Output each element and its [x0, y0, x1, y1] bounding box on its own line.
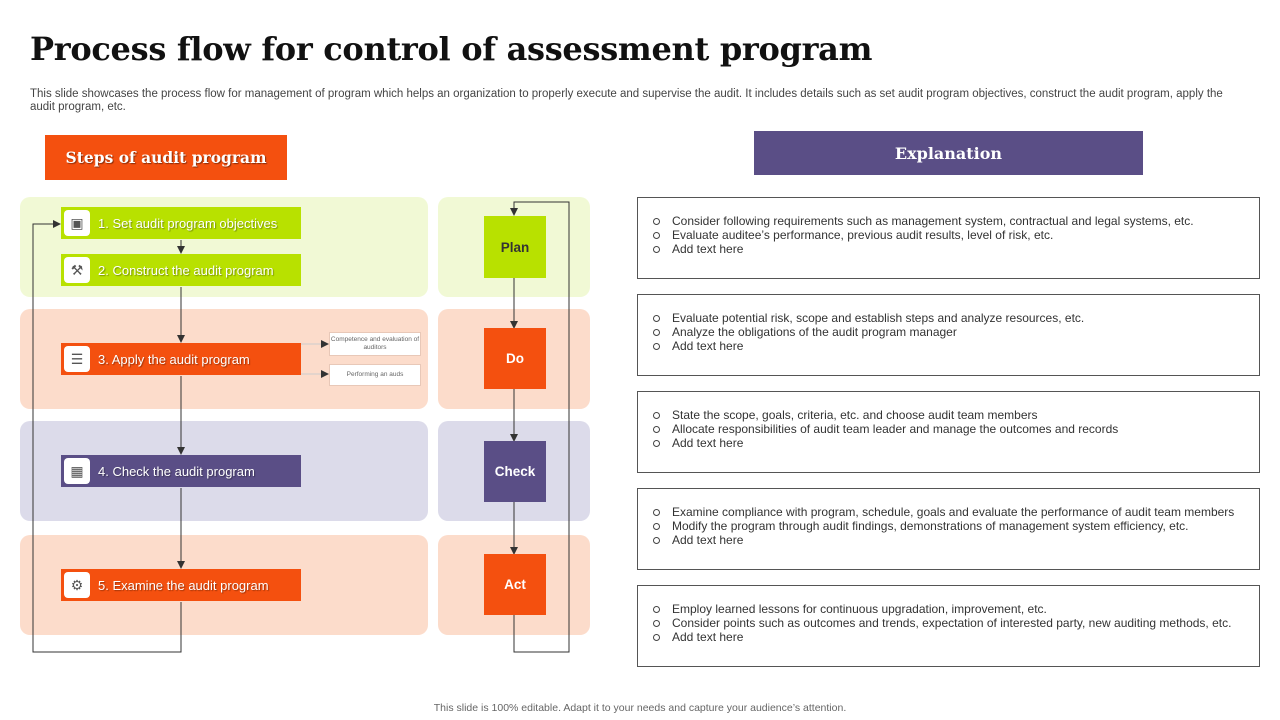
explanation-item: Add text here	[638, 436, 1259, 450]
clipboard-icon: ▦	[64, 458, 90, 484]
gears-icon: ⚙	[64, 572, 90, 598]
step-apply-program[interactable]	[61, 343, 301, 375]
footer-note: This slide is 100% editable. Adapt it to your needs and capture your audience’s attention.	[433, 702, 847, 714]
checklist-icon: ☰	[64, 346, 90, 372]
step-examine-program[interactable]	[61, 569, 301, 601]
explanation-item: Consider points such as outcomes and trends, expectation of interested party, new auditing methods, etc.	[638, 616, 1259, 630]
explanation-item: Modify the program through audit findings, demonstrations of management system efficiency, etc.	[638, 519, 1259, 533]
phase-act: Act	[484, 554, 546, 615]
step-label: 2. Construct the audit program	[98, 262, 274, 278]
steps-header: Steps of audit program	[45, 135, 287, 180]
explanation-item: Allocate responsibilities of audit team leader and manage the outcomes and records	[638, 422, 1259, 436]
explanation-item: Evaluate auditee’s performance, previous audit results, level of risk, etc.	[638, 228, 1259, 242]
step-check-program[interactable]	[61, 455, 301, 487]
explanation-item: State the scope, goals, criteria, etc. and choose audit team members	[638, 408, 1259, 422]
page-title: Process flow for control of assessment program	[30, 30, 873, 68]
explanation-item: Add text here	[638, 630, 1259, 644]
step-label: 1. Set audit program objectives	[98, 215, 278, 231]
note-performing: Performing an auds	[329, 364, 421, 386]
explanation-item: Employ learned lessons for continuous upgradation, improvement, etc.	[638, 602, 1259, 616]
explanation-item: Add text here	[638, 533, 1259, 547]
explanation-box-4	[637, 488, 1260, 570]
phase-do: Do	[484, 328, 546, 389]
explanation-header: Explanation	[754, 131, 1143, 175]
explanation-box-3	[637, 391, 1260, 473]
step-label: 4. Check the audit program	[98, 463, 255, 479]
explanation-item: Add text here	[638, 339, 1259, 353]
step-set-objectives[interactable]	[61, 207, 301, 239]
explanation-item: Add text here	[638, 242, 1259, 256]
step-label: 5. Examine the audit program	[98, 577, 269, 593]
explanation-box-5	[637, 585, 1260, 667]
explanation-item: Consider following requirements such as management system, contractual and legal systems, etc.	[638, 214, 1259, 228]
step-label: 3. Apply the audit program	[98, 351, 250, 367]
note-competence: Competence and evaluation of auditors	[329, 332, 421, 356]
explanation-box-1	[637, 197, 1260, 279]
explanation-box-2	[637, 294, 1260, 376]
phase-check: Check	[484, 441, 546, 502]
toolbox-icon: ⚒	[64, 257, 90, 283]
phase-plan: Plan	[484, 216, 546, 278]
step-construct-program[interactable]	[61, 254, 301, 286]
explanation-item: Evaluate potential risk, scope and establish steps and analyze resources, etc.	[638, 311, 1259, 325]
explanation-item: Examine compliance with program, schedule, goals and evaluate the performance of audit team members	[638, 505, 1259, 519]
explanation-item: Analyze the obligations of the audit program manager	[638, 325, 1259, 339]
page-subtitle: This slide showcases the process flow for management of program which helps an organization to properly execute and supervise the audit. It includes details such as set audit program objectives, construct the audit program, apply the audit program, etc.	[30, 88, 1223, 113]
chart-people-icon: ▣	[64, 210, 90, 236]
